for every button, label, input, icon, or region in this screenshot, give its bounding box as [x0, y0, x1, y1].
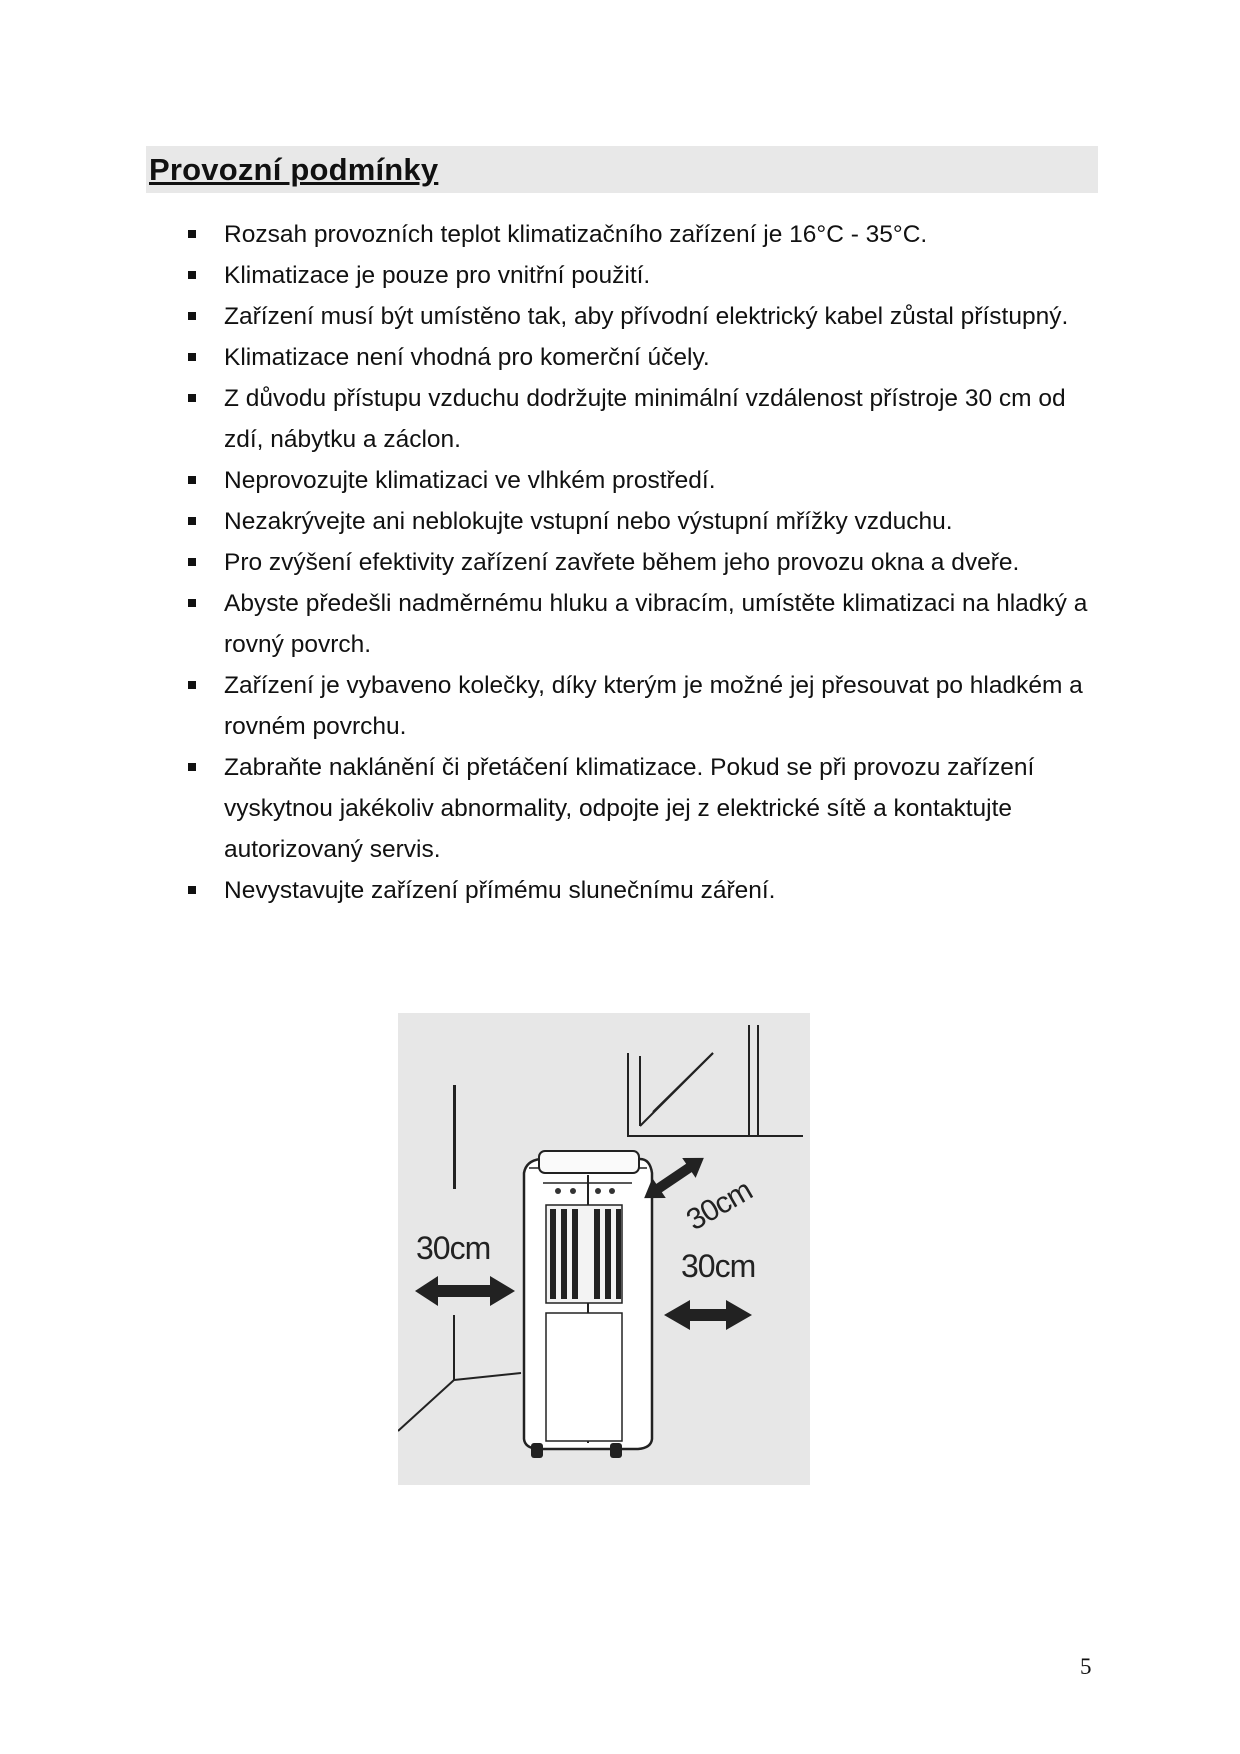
- air-conditioner-unit: [524, 1151, 652, 1458]
- right-clearance-label: 30cm: [681, 1248, 756, 1284]
- list-item: Klimatizace není vhodná pro komerční účely.: [186, 337, 1106, 378]
- list-item: Klimatizace je pouze pro vnitřní použití.: [186, 255, 1106, 296]
- right-clearance-arrow: [664, 1300, 752, 1330]
- conditions-list: [186, 214, 1106, 911]
- list-item: Z důvodu přístupu vzduchu dodržujte minimální vzdálenost přístroje 30 cm od zdí, nábytku a záclon.: [186, 378, 1106, 460]
- clearance-illustration: [398, 1013, 810, 1485]
- list-item: Abyste předešli nadměrnému hluku a vibracím, umístěte klimatizaci na hladký a rovný povrch.: [186, 583, 1106, 665]
- list-item: Nevystavujte zařízení přímému slunečnímu záření.: [186, 870, 1106, 911]
- list-item: Zařízení je vybaveno kolečky, díky kterým je možné jej přesouvat po hladkém a rovném povrchu.: [186, 665, 1106, 747]
- list-item: Rozsah provozních teplot klimatizačního zařízení je 16°C - 35°C.: [186, 214, 1106, 255]
- list-item: Pro zvýšení efektivity zařízení zavřete během jeho provozu okna a dveře.: [186, 542, 1106, 583]
- left-clearance-label: 30cm: [416, 1230, 491, 1266]
- list-item: Zařízení musí být umístěno tak, aby přívodní elektrický kabel zůstal přístupný.: [186, 296, 1106, 337]
- list-item: Zabraňte naklánění či přetáčení klimatizace. Pokud se při provozu zařízení vyskytnou jakékoliv abnormality, odpojte jej z elektrické sítě a kontaktujte autorizovaný servis.: [186, 747, 1106, 870]
- left-clearance-arrow: [415, 1276, 515, 1306]
- page-number: 5: [1080, 1654, 1092, 1679]
- window-outline: [628, 1025, 803, 1136]
- section-title: Provozní podmínky: [149, 152, 439, 187]
- list-item: Nezakrývejte ani neblokujte vstupní nebo výstupní mřížky vzduchu.: [186, 501, 1106, 542]
- list-item: Neprovozujte klimatizaci ve vlhkém prostředí.: [186, 460, 1106, 501]
- back-clearance-label: 30cm: [681, 1173, 758, 1238]
